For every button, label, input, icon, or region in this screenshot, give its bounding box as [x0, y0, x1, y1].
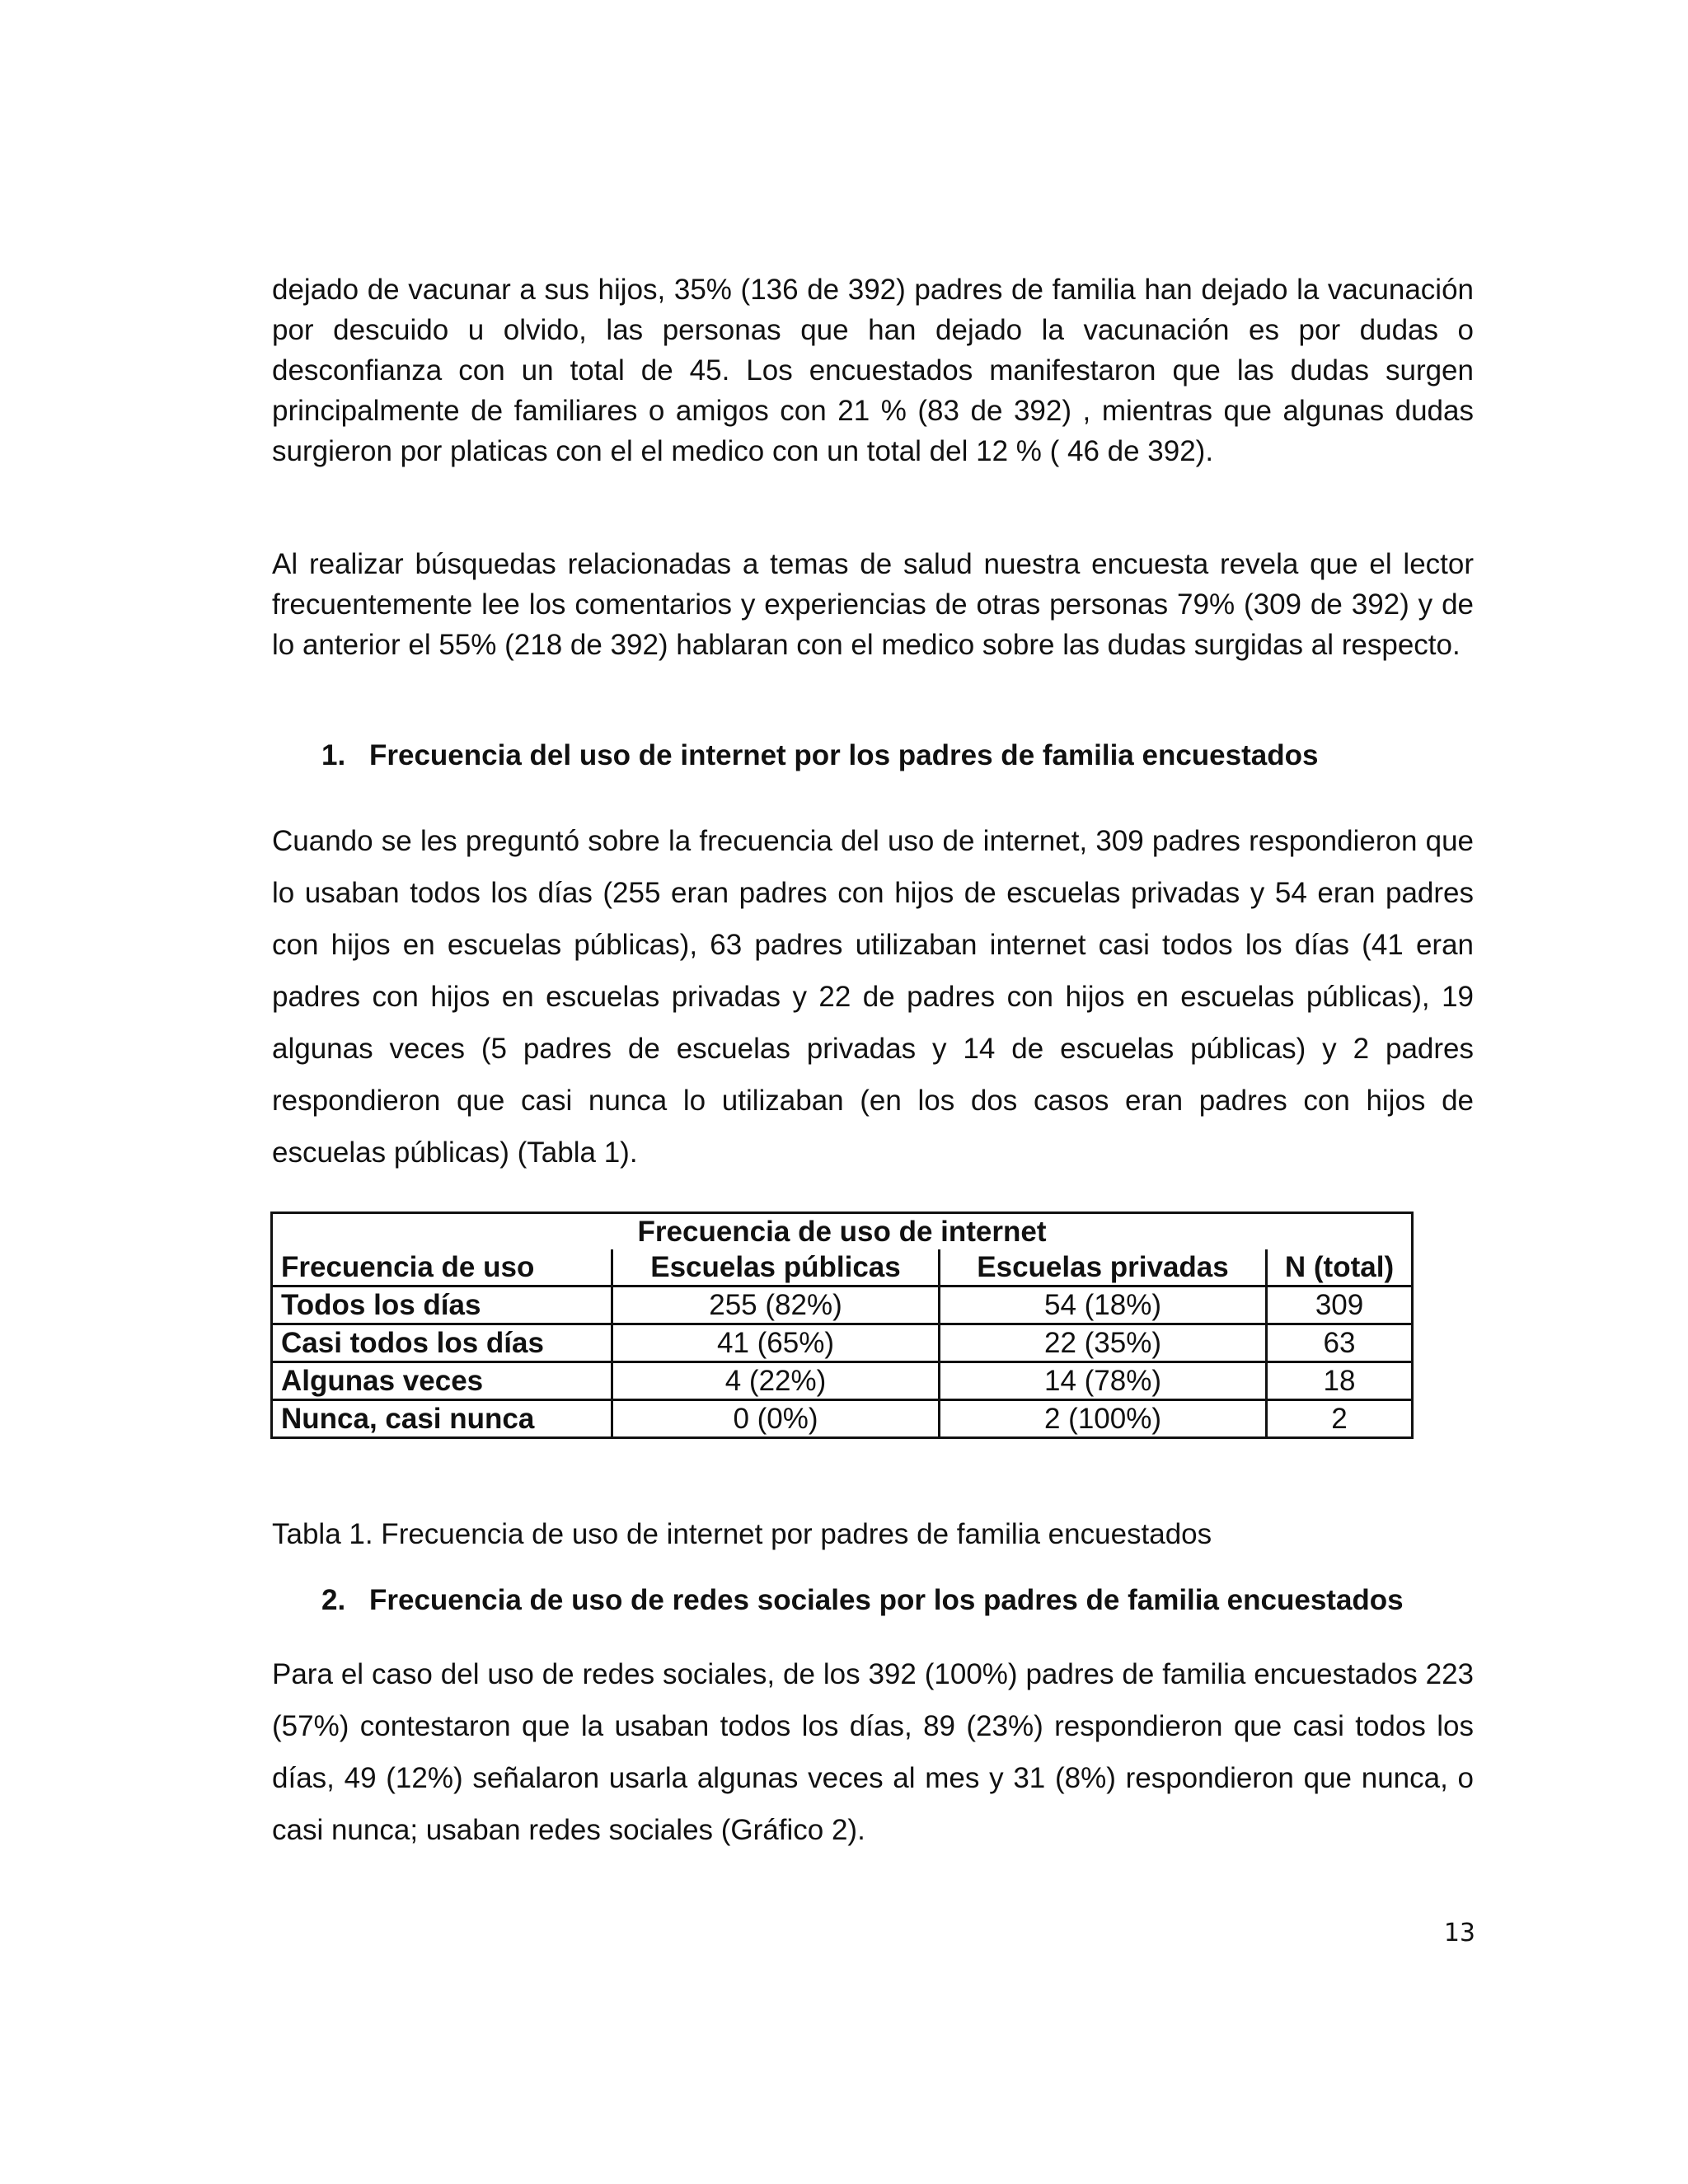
- paragraph-internet-usage: [272, 815, 1474, 1179]
- table-cell: 0 (0%): [612, 1400, 940, 1438]
- table-cell: 255 (82%): [612, 1286, 940, 1324]
- table-cell: 63: [1267, 1324, 1413, 1362]
- table-cell: 4 (22%): [612, 1362, 940, 1400]
- table-caption: Tabla 1. Frecuencia de uso de internet por padres de familia encuestados: [272, 1518, 1212, 1550]
- table-row: [272, 1400, 1413, 1438]
- table-cell: 41 (65%): [612, 1324, 940, 1362]
- page-number: 13: [1443, 1919, 1475, 1947]
- paragraph-text: Cuando se les preguntó sobre la frecuencia del uso de internet, 309 padres respondieron que lo usaban todos los días (255 eran padres con hijos de escuelas privadas y 54 eran padres con hijos en escuelas públicas), 63 padres utilizaban internet casi todos los días (41 eran padres con hijos en escuelas privadas y 22 de padres con hijos en escuelas públicas), 19 algunas veces (5 padres de escuelas privadas y 14 de escuelas públicas) y 2 padres respondieron que casi nunca lo utilizaban (en los dos casos eran padres con hijos de escuelas públicas) (Tabla 1).: [272, 825, 1474, 1169]
- table-title: Frecuencia de uso de internet: [272, 1213, 1413, 1250]
- table-row: [272, 1286, 1413, 1324]
- paragraph-text: Para el caso del uso de redes sociales, de los 392 (100%) padres de familia encuestados 223 (57%) contestaron que la usaban todos los días, 89 (23%) respondieron que casi todos los días, 49 (12%) señalaron usarla algunas veces al mes y 31 (8%) respondieron que nunca, o casi nunca; usaban redes sociales (Gráfico 2).: [272, 1658, 1474, 1846]
- paragraph-text: dejado de vacunar a sus hijos, 35% (136 de 392) padres de familia han dejado la vacunación por descuido u olvido, las personas que han dejado la vacunación es por dudas o desconfianza con un total de 45. Los encuestados manifestaron que las dudas surgen principalmente de familiares o amigos con 21 % (83 de 392) , mientras que algunas dudas surgieron por platicas con el el medico con un total del 12 % ( 46 de 392).: [272, 274, 1474, 467]
- column-header: N (total): [1267, 1249, 1413, 1286]
- table-title-row: [272, 1213, 1413, 1250]
- table-cell: 22 (35%): [940, 1324, 1267, 1362]
- heading-number: 1.: [321, 739, 346, 771]
- table-row: [272, 1324, 1413, 1362]
- column-header: Escuelas privadas: [940, 1249, 1267, 1286]
- paragraph-text: Al realizar búsquedas relacionadas a temas de salud nuestra encuesta revela que el lector frecuentemente lee los comentarios y experiencias de otras personas 79% (309 de 392) y de lo anterior el 55% (218 de 392) hablaran con el medico sobre las dudas surgidas al respecto.: [272, 548, 1474, 661]
- row-label: Casi todos los días: [272, 1324, 612, 1362]
- paragraph-social-networks: [272, 1648, 1474, 1856]
- table-cell: 2: [1267, 1400, 1413, 1438]
- table-header-row: [272, 1249, 1413, 1286]
- table-row: [272, 1362, 1413, 1400]
- paragraph-vaccination: [272, 269, 1474, 471]
- row-label: Todos los días: [272, 1286, 612, 1324]
- heading-number: 2.: [321, 1584, 346, 1616]
- row-label: Nunca, casi nunca: [272, 1400, 612, 1438]
- column-header: Frecuencia de uso: [272, 1249, 612, 1286]
- paragraph-health-search: [272, 544, 1474, 665]
- table-cell: 309: [1267, 1286, 1413, 1324]
- table-cell: 14 (78%): [940, 1362, 1267, 1400]
- heading-text: Frecuencia de uso de redes sociales por los padres de familia encuestados: [369, 1584, 1404, 1616]
- section-heading-internet-frequency: [321, 739, 1318, 772]
- column-header: Escuelas públicas: [612, 1249, 940, 1286]
- row-label: Algunas veces: [272, 1362, 612, 1400]
- table-cell: 54 (18%): [940, 1286, 1267, 1324]
- internet-frequency-table: [270, 1212, 1414, 1439]
- section-heading-social-networks: [321, 1584, 1404, 1617]
- table-cell: 18: [1267, 1362, 1413, 1400]
- heading-text: Frecuencia del uso de internet por los padres de familia encuestados: [369, 739, 1319, 771]
- table-cell: 2 (100%): [940, 1400, 1267, 1438]
